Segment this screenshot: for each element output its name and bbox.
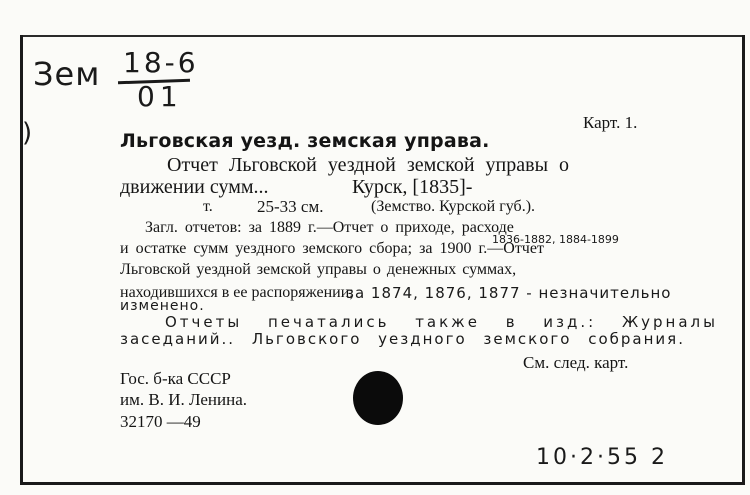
title-line-1: Отчет Льговской уездной земской управы о [167,154,570,176]
card-top-edge [20,35,745,37]
margin-bracket: ) [22,118,33,148]
tome-label: т. [203,198,213,215]
note-line-2: и остатке сумм уездного земского сбора; за 1900 г.—Отчет [120,240,544,257]
punch-hole [353,371,403,425]
handwritten-range-note: 1836-1882, 1884-1899 [492,233,619,246]
cipher-bottom-number: 01 [137,80,183,113]
dimensions: 25-33 см. [257,197,324,216]
title-line-2: движении сумм... [120,176,269,198]
handwritten-date: 10·2·55 2 [536,445,668,470]
library-name-1: Гос. б-ка СССР [120,369,231,388]
library-accession: 32170 —49 [120,412,201,431]
note-line-1: Загл. отчетов: за 1889 г.—Отчет о приходе, расходе [145,219,514,236]
card-number: Карт. 1. [583,113,638,132]
imprint: Курск, [1835]- [352,176,473,198]
note-line-3: Льговской уездной земской управы о денежных суммах, [120,261,517,278]
cipher-label: Зем [33,55,101,93]
card-right-edge [742,35,745,485]
cipher-top-number: 18-6 [123,46,199,79]
card-left-edge [20,35,23,485]
see-next-card: См. след. карт. [523,353,629,372]
handwritten-changed-note: изменено. [120,298,205,314]
author-heading: Льговская уезд. земская управа. [120,130,490,152]
handwritten-years-note: за 1874, 1876, 1877 - незначительно [346,284,672,302]
handwritten-also-printed: Отчеты печатались также в изд.: Журналы [165,313,718,331]
library-name-2: им. В. И. Ленина. [120,390,248,409]
series-note: (Земство. Курской губ.). [371,198,536,215]
card-bottom-edge [20,482,745,485]
handwritten-also-printed-2: заседаний.. Льговского уездного земского собрания. [120,330,685,348]
note-line-4: находившихся в ее распоряжении; [120,284,354,301]
